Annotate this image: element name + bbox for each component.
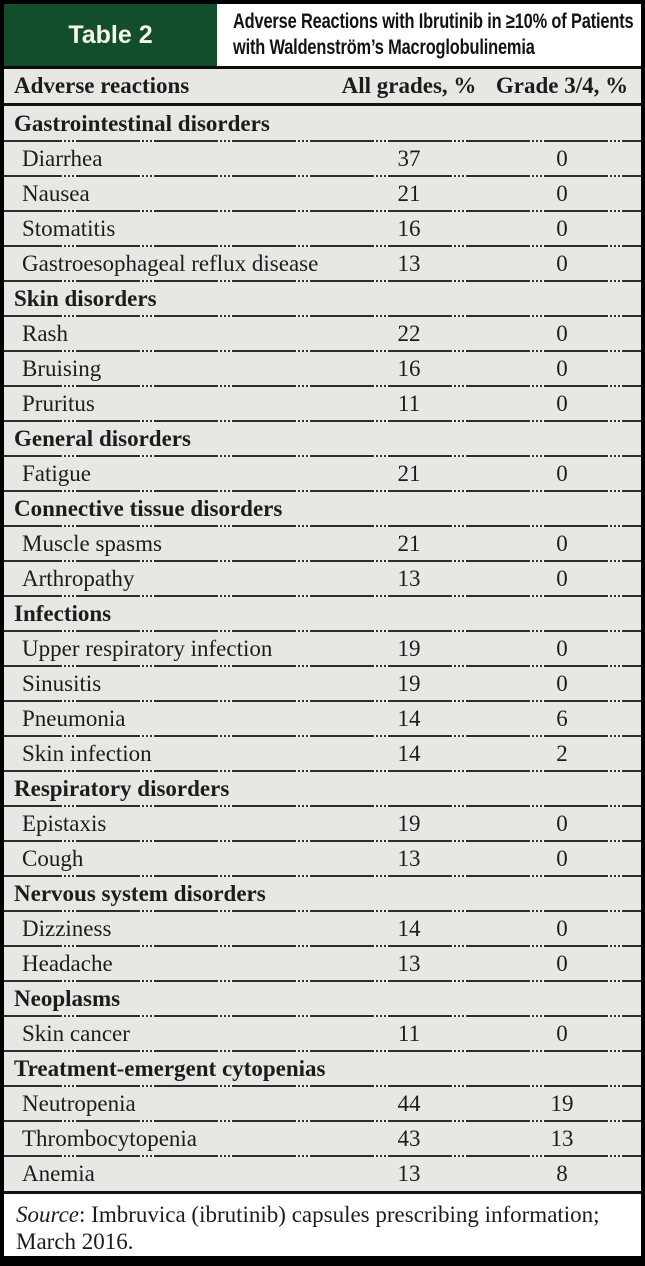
column-header-reactions: Adverse reactions [14,73,190,98]
table-row [4,316,641,351]
reaction-cell: Anemia [22,1160,95,1186]
table-row [4,141,641,176]
section-title: Respiratory disorders [14,775,230,801]
table-title-line-1: Adverse Reactions with Ibrutinib in ≥10% of Patients [233,10,634,33]
all-grades-cell: 16 [397,215,421,241]
reaction-cell: Nausea [22,180,90,206]
reaction-cell: Rash [22,320,68,346]
reaction-cell: Neutropenia [22,1090,136,1116]
section-title: Skin disorders [14,285,157,311]
grade-3-4-cell: 19 [550,1090,574,1116]
source-note [4,1191,641,1256]
column-header-grade-3-4: Grade 3/4, % [495,73,629,98]
all-grades-cell: 22 [397,320,421,346]
all-grades-cell: 13 [397,250,421,276]
reaction-cell: Stomatitis [22,215,116,241]
all-grades-cell: 21 [397,460,421,486]
reaction-cell: Dizziness [22,915,112,941]
all-grades-cell: 21 [397,180,421,206]
grade-3-4-cell: 6 [556,705,568,731]
column-header-row [4,69,641,106]
grade-3-4-cell: 0 [556,565,568,591]
table-body [4,69,641,1191]
section-title: General disorders [14,425,191,451]
section-title: Connective tissue disorders [14,495,283,521]
table-row [4,1016,641,1051]
all-grades-cell: 16 [397,355,421,381]
section-title: Infections [14,600,112,626]
reaction-cell: Fatigue [22,460,91,486]
grade-3-4-cell: 2 [556,740,568,766]
table-row [4,1156,641,1191]
table-row [4,806,641,841]
reaction-cell: Thrombocytopenia [22,1125,198,1151]
all-grades-cell: 21 [397,530,421,556]
reaction-cell: Skin cancer [22,1020,130,1046]
all-grades-cell: 13 [397,950,421,976]
grade-3-4-cell: 0 [556,530,568,556]
grade-3-4-cell: 0 [556,1020,568,1046]
all-grades-cell: 19 [397,810,421,836]
reaction-cell: Sinusitis [22,670,102,696]
table-number-text: Table 2 [68,20,153,49]
all-grades-cell: 19 [397,635,421,661]
grade-3-4-cell: 0 [556,145,568,171]
table-row [4,736,641,771]
table-row [4,1086,641,1121]
column-header-all-grades: All grades, % [341,73,477,98]
table-row [4,701,641,736]
section-header-row [4,1051,641,1086]
source-label: Source [16,1202,80,1227]
reaction-cell: Gastroesophageal reflux disease [22,250,319,276]
grade-3-4-cell: 0 [556,950,568,976]
table-title-line-2: with Waldenström’s Macroglobulinemia [233,36,535,59]
section-header-row [4,876,641,911]
section-title: Treatment-emergent cytopenias [14,1055,326,1081]
reaction-cell: Pneumonia [22,705,126,731]
table-row [4,351,641,386]
section-header-row [4,491,641,526]
grade-3-4-cell: 0 [556,810,568,836]
section-title: Gastrointestinal disorders [14,110,270,136]
reaction-cell: Muscle spasms [22,530,162,556]
table-row [4,841,641,876]
all-grades-cell: 37 [397,145,421,171]
all-grades-cell: 14 [397,740,421,766]
grade-3-4-cell: 13 [550,1125,574,1151]
all-grades-cell: 14 [397,915,421,941]
table-row [4,946,641,981]
all-grades-cell: 11 [397,390,421,416]
grade-3-4-cell: 0 [556,635,568,661]
grade-3-4-cell: 0 [556,215,568,241]
grade-3-4-cell: 0 [556,460,568,486]
table-row [4,176,641,211]
reaction-cell: Upper respiratory infection [22,635,273,661]
all-grades-cell: 11 [397,1020,421,1046]
source-text: : Imbruvica (ibrutinib) capsules prescribing information; [79,1202,600,1227]
table-number-label [4,4,217,66]
table-row [4,386,641,421]
reaction-cell: Skin infection [22,740,152,766]
section-header-row [4,106,641,141]
all-grades-cell: 13 [397,1160,421,1186]
reaction-cell: Diarrhea [22,145,103,171]
all-grades-cell: 19 [397,670,421,696]
all-grades-cell: 13 [397,565,421,591]
reaction-cell: Bruising [22,355,102,381]
section-header-row [4,421,641,456]
section-title: Neoplasms [14,985,121,1011]
section-header-row [4,281,641,316]
grade-3-4-cell: 0 [556,670,568,696]
table-row [4,911,641,946]
table-row [4,561,641,596]
reaction-cell: Epistaxis [22,810,107,836]
grade-3-4-cell: 0 [556,845,568,871]
grade-3-4-cell: 0 [556,355,568,381]
grade-3-4-cell: 0 [556,915,568,941]
grade-3-4-cell: 8 [556,1160,568,1186]
reaction-cell: Pruritus [22,390,95,416]
table-row [4,456,641,491]
table-row [4,666,641,701]
all-grades-cell: 14 [397,705,421,731]
table-title [217,4,641,66]
all-grades-cell: 44 [397,1090,421,1116]
table-row [4,1121,641,1156]
table-row [4,246,641,281]
section-header-row [4,981,641,1016]
grade-3-4-cell: 0 [556,250,568,276]
table-row [4,211,641,246]
section-header-row [4,596,641,631]
reaction-cell: Headache [22,950,113,976]
section-header-row [4,771,641,806]
title-band [4,4,641,69]
all-grades-cell: 13 [397,845,421,871]
grade-3-4-cell: 0 [556,320,568,346]
table-row [4,631,641,666]
grade-3-4-cell: 0 [556,390,568,416]
source-line-1 [16,1201,627,1228]
reaction-cell: Cough [22,845,84,871]
source-line-2: March 2016. [16,1229,134,1254]
all-grades-cell: 43 [397,1125,421,1151]
reaction-cell: Arthropathy [22,565,135,591]
section-title: Nervous system disorders [14,880,266,906]
table-row [4,526,641,561]
grade-3-4-cell: 0 [556,180,568,206]
